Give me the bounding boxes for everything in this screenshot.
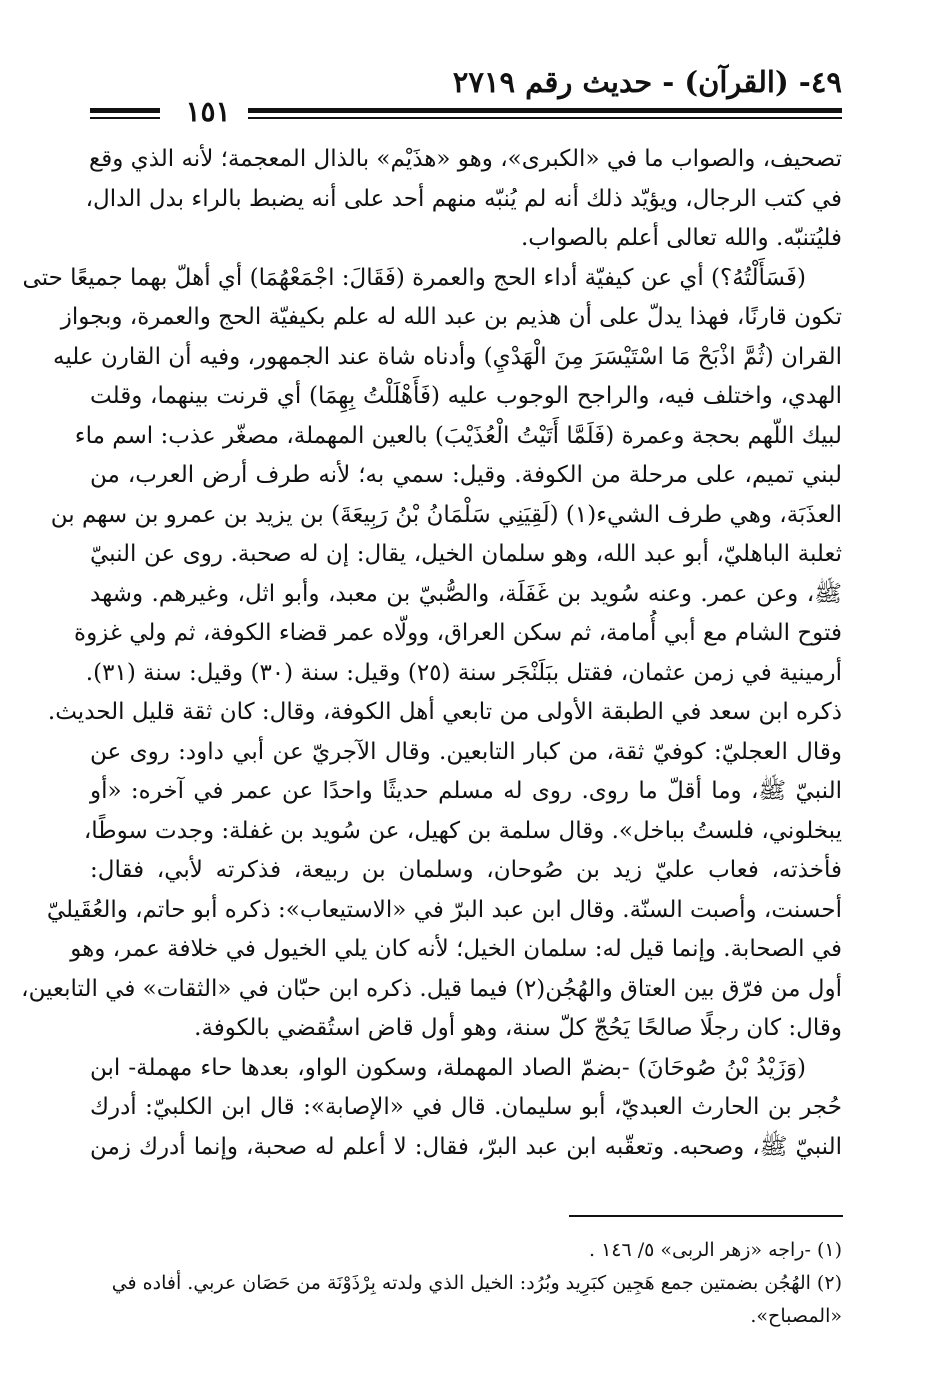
text-line: الهدي، واختلف فيه، والراجح الوجوب عليه (فَأَهْلَلْتُ بِهِمَا) أي قرنت بينهما، وقلت	[90, 383, 842, 409]
text-line: حُجر بن الحارث العبديّ، أبو سليمان. قال في «الإصابة»: قال ابن الكلبيّ: أدرك	[90, 1094, 842, 1120]
text-line: أرمينية في زمن عثمان، فقتل ببَلَنْجَر سنة (٢٥) وقيل: سنة (٣٠) وقيل: سنة (٣١).	[85, 659, 842, 686]
header-rule-left-thick	[90, 108, 160, 113]
text-line: العذَبَة، وهي طرف الشيء(١) (لَقِيَنِي سَلْمَانُ بْنُ رَبِيعَةَ) بن يزيد بن عمرو بن سهم بن	[50, 501, 842, 528]
text-line: فأخذته، فعاب عليّ زيد بن صُوحان، وسلمان بن ربيعة، فذكرته لأبي، فقال:	[90, 857, 842, 883]
text-line: فليُتنبّه. والله تعالى أعلم بالصواب.	[520, 225, 842, 251]
body-text	[21, 140, 842, 1167]
text-line: لبني تميم، على مرحلة من الكوفة. وقيل: سمي به؛ لأنه طرف أرض العرب، من	[90, 462, 842, 488]
text-line: فتوح الشام مع أبي أُمامة، ثم سكن العراق، وولّاه عمر قضاء الكوفة، ثم ولي غزوة	[74, 620, 842, 646]
text-line: القران (ثُمَّ اذْبَحْ مَا اسْتَيْسَرَ مِنَ الْهَدْيِ) وأدناه شاة عند الجمهور، وفيه أن القارن عليه	[53, 343, 842, 370]
text-line: في الصحابة. وإنما قيل له: سلمان الخيل؛ لأنه كان يلي الخيول في خلافة عمر، وهو	[70, 936, 842, 962]
text-line: (وَزَيْدُ بْنُ صُوحَانَ) -بضمّ الصاد المهملة، وسكون الواو، بعدها حاء مهملة- ابن	[90, 1054, 806, 1081]
text-line: تكون قارنًا، فهذا يدلّ على أن هذيم بن عبد الله له علم بكيفيّة الحج والعمرة، وبجواز	[60, 304, 842, 330]
header-title: ٤٩- (القرآن) - حديث رقم ٢٧١٩	[452, 65, 842, 99]
text-line: ثعلبة الباهليّ، أبو عبد الله، وهو سلمان الخيل، يقال: إن له صحبة. روى عن النبيّ	[90, 541, 842, 567]
header-rule-right-thick	[248, 108, 842, 113]
footnote-line: «المصباح».	[750, 1305, 842, 1327]
footnote-line: (١) -راجه «زهر الربى» ٥/ ١٤٦ .	[588, 1239, 842, 1261]
text-line: النبيّ ﷺ، وما أقلّ ما روى. روى له مسلم حديثًا واحدًا عن عمر في آخره: «أو	[90, 778, 842, 804]
header-rule-right-thin	[248, 117, 842, 119]
header-rule-left-thin	[90, 117, 160, 119]
footnotes	[90, 1234, 842, 1333]
text-line: ﷺ، وعن عمر. وعنه سُويد بن غَفَلَة، والصُّبيّ بن معبد، وأبو اثل، وغيرهم. وشهد	[90, 580, 842, 607]
text-line: يبخلوني، فلستُ بباخل». وقال سلمة بن كهيل، عن سُويد بن غفلة: وجدت سوطًا،	[83, 817, 842, 844]
text-line: (فَسَأَلْتُهُ؟) أي عن كيفيّة أداء الحج والعمرة (فَقَالَ: اجْمَعْهُمَا) أي أهلّ بهما جميعًا حتى	[22, 264, 806, 291]
text-line: أول من فرّق بين العتاق والهُجُن(٢) فيما قيل. ذكره ابن حبّان في «الثقات» في التابعين،	[21, 975, 842, 1002]
text-line: وقال: كان رجلًا صالحًا يَحُجّ كلّ سنة، وهو أول قاض استُقضي بالكوفة.	[194, 1015, 842, 1041]
footnote-separator	[569, 1215, 843, 1217]
text-line: تصحيف، والصواب ما في «الكبرى»، وهو «هذَيْم» بالذال المعجمة؛ لأنه الذي وقع	[89, 146, 842, 172]
text-line: النبيّ ﷺ، وصحبه. وتعقّبه ابن عبد البرّ، فقال: لا أعلم له صحبة، وإنما أدرك زمن	[90, 1133, 842, 1160]
running-header	[90, 62, 842, 126]
text-line: في كتب الرجال، ويؤيّد ذلك أنه لم يُنبّه منهم أحد على أنه يضبط بالراء بدل الدال،	[85, 185, 842, 212]
footnote-line: (٢) الهُجُن بضمتين جمع هَجِين كبَرِيد وبُرُد: الخيل الذي ولدته بِرْذَوْنَة من حَصَان عربي. أفاده في	[111, 1272, 842, 1294]
page-number: ١٥١	[185, 95, 231, 128]
text-line: لبيك اللّهم بحجة وعمرة (فَلَمَّا أَتَيْتُ الْعُذَيْبَ) بالعين المهملة، مصغّر عذب: اسم ماء	[74, 422, 842, 449]
text-line: وقال العجليّ: كوفيّ ثقة، من كبار التابعين. وقال الآجريّ عن أبي داود: روى عن	[90, 738, 842, 765]
text-line: أحسنت، وأصبت السنّة. وقال ابن عبد البرّ في «الاستيعاب»: ذكره أبو حاتم، والعُقَيليّ	[46, 896, 842, 923]
text-line: ذكره ابن سعد في الطبقة الأولى من تابعي أهل الكوفة، وقال: كان ثقة قليل الحديث.	[47, 699, 842, 725]
